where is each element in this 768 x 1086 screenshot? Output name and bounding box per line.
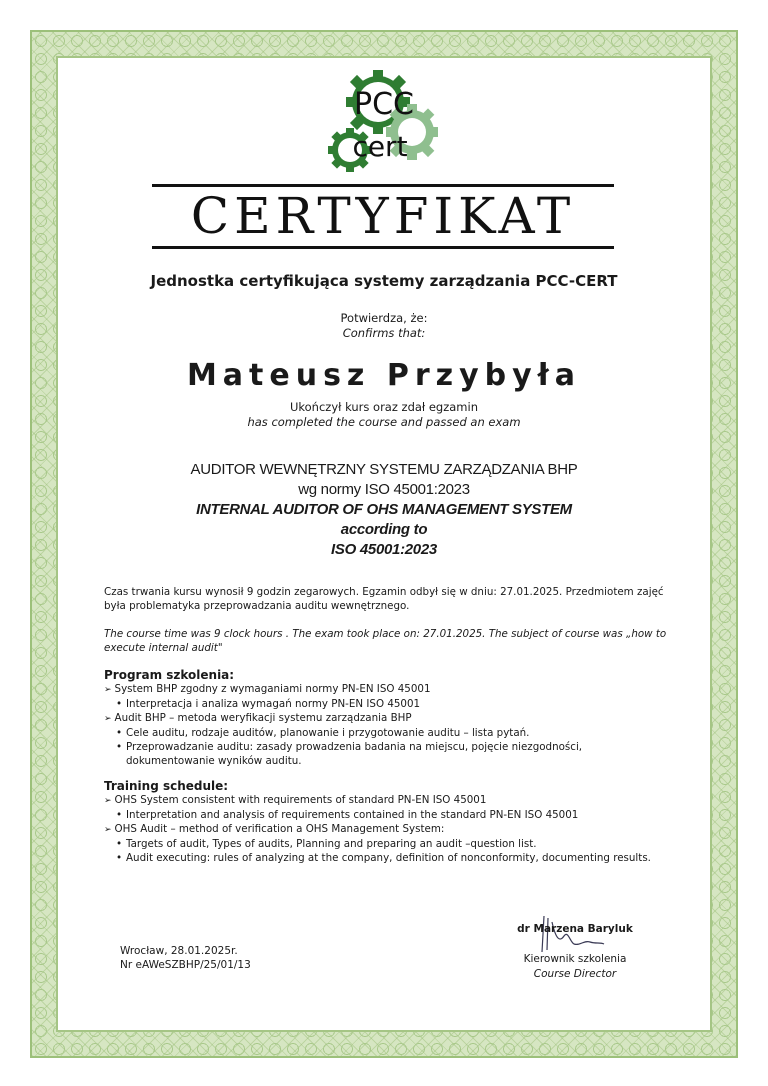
program-pl bbox=[104, 668, 674, 768]
course-title-pl-1: AUDITOR WEWNĘTRZNY SYSTEMU ZARZĄDZANIA BHP bbox=[190, 461, 578, 478]
list-item: ➢ Audit BHP – metoda weryfikacji systemu zarządzania BHP bbox=[104, 711, 674, 726]
signatory-role-pl: Kierownik szkolenia bbox=[523, 953, 627, 965]
place-date: Wrocław, 28.01.2025r. bbox=[120, 945, 238, 957]
description-en: The course time was 9 clock hours . The exam took place on: 27.01.2025. The subject of course was „how to execute internal audit" bbox=[104, 628, 667, 654]
certificate-title: CERTYFIKAT bbox=[190, 187, 576, 245]
signatory-name: dr Marzena Baryluk bbox=[517, 923, 633, 935]
confirms-pl: Potwierdza, że: bbox=[340, 311, 428, 325]
program-pl-heading: Program szkolenia: bbox=[104, 668, 235, 682]
completed-en: has completed the course and passed an exam bbox=[247, 415, 521, 429]
issue-details bbox=[120, 944, 251, 972]
course-title-pl-2: wg normy ISO 45001:2023 bbox=[298, 481, 470, 498]
course-title-en-2: ISO 45001:2023 bbox=[331, 541, 437, 558]
course-title-en-1: INTERNAL AUDITOR OF OHS MANAGEMENT SYSTEM according to bbox=[196, 501, 572, 538]
course-title bbox=[160, 460, 608, 560]
list-item: ➢ OHS Audit – method of verification a OHS Management System: bbox=[104, 822, 674, 837]
list-item: ➢ System BHP zgodny z wymaganiami normy PN-EN ISO 45001 bbox=[104, 682, 674, 697]
list-item: • Przeprowadzanie auditu: zasady prowadzenia badania na miejscu, pojęcie niezgodności, dokumentowanie wyników auditu. bbox=[104, 740, 674, 768]
list-item: • Cele auditu, rodzaje auditów, planowanie i przygotowanie auditu – lista pytań. bbox=[104, 726, 674, 740]
program-en bbox=[104, 779, 674, 865]
confirms-en: Confirms that: bbox=[342, 326, 426, 340]
completed-pl: Ukończył kurs oraz zdał egzamin bbox=[289, 400, 478, 414]
logo-text-cert: cert bbox=[352, 130, 408, 163]
certificate-number: Nr eAWeSZBHP/25/01/13 bbox=[120, 959, 251, 971]
list-item: • Interpretacja i analiza wymagań normy PN-EN ISO 45001 bbox=[104, 697, 674, 711]
signatory bbox=[500, 922, 650, 982]
recipient-name: Mateusz Przybyła bbox=[186, 358, 582, 393]
list-item: • Audit executing: rules of analyzing at the company, definition of nonconformity, documenting results. bbox=[104, 851, 674, 865]
description-pl: Czas trwania kursu wynosił 9 godzin zegarowych. Egzamin odbył się w dniu: 27.01.2025. Przedmiotem zajęć była problematyka przeprowadzania auditu wewnętrznego. bbox=[104, 586, 664, 612]
program-en-heading: Training schedule: bbox=[104, 779, 229, 793]
signatory-role-en: Course Director bbox=[533, 968, 617, 980]
pcc-cert-logo bbox=[324, 70, 444, 180]
list-item: ➢ OHS System consistent with requirements of standard PN-EN ISO 45001 bbox=[104, 793, 674, 808]
issuer: Jednostka certyfikująca systemy zarządzania PCC-CERT bbox=[150, 272, 618, 290]
list-item: • Targets of audit, Types of audits, Planning and preparing an audit –question list. bbox=[104, 837, 674, 851]
title-rule-bottom bbox=[152, 246, 614, 249]
list-item: • Interpretation and analysis of requirements contained in the standard PN-EN ISO 45001 bbox=[104, 808, 674, 822]
logo-text-pcc: PCC bbox=[354, 87, 414, 122]
